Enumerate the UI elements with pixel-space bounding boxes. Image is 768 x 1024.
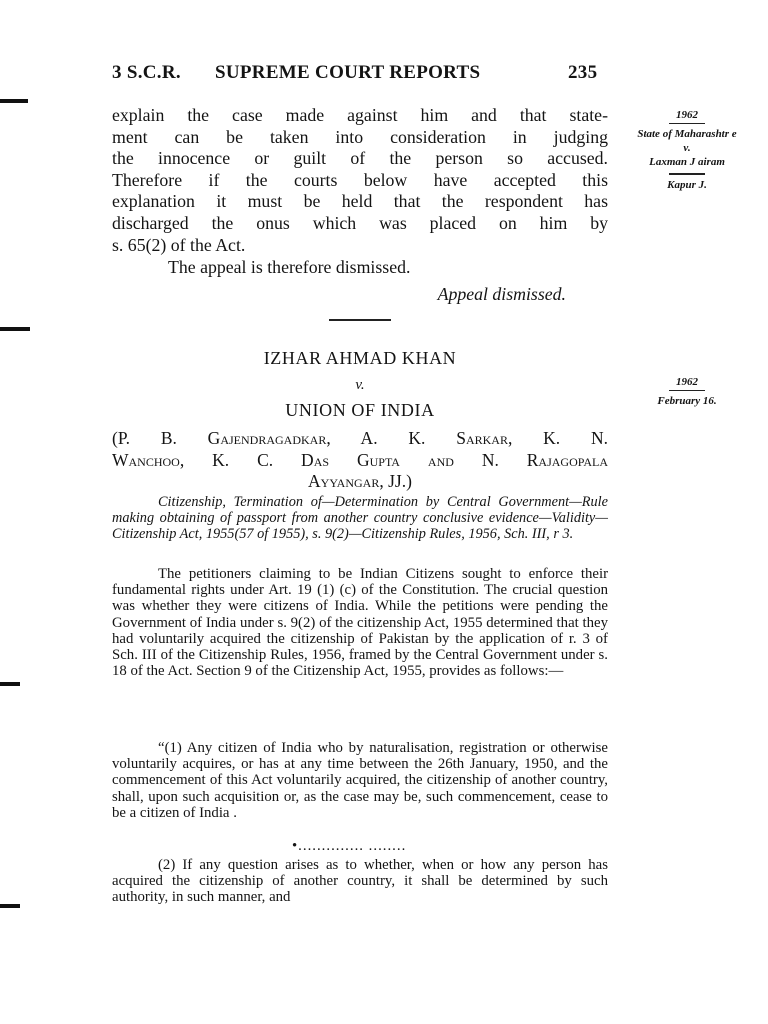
result-line: Appeal dismissed. bbox=[437, 284, 566, 304]
dismissal-sentence: The appeal is therefore dismissed. bbox=[168, 257, 411, 277]
statute-quote: “(1) Any citizen of India who by naturalisation, registration or otherwise voluntarily acquires, or has at any time between the 26th January, 1950, and the commencement of this Act voluntarily acquired, the citizenship of another country, shall, upon such acquisition or, as the case may be, such commencement, cease to be a citizen of India . bbox=[112, 740, 608, 821]
ellipsis: •.............. ........ bbox=[292, 838, 407, 854]
versus: v. bbox=[355, 377, 365, 393]
text-line: explanation it must be held that the respondent has bbox=[112, 191, 608, 212]
page-number: 235 bbox=[568, 62, 598, 83]
margin-case-line: v. bbox=[683, 142, 691, 155]
judgment-paragraph bbox=[112, 105, 608, 256]
edge-mark bbox=[0, 904, 20, 908]
margin-case-line: Laxman J airam bbox=[649, 156, 725, 169]
text-line: explain the case made against him and that state- bbox=[112, 105, 608, 125]
bench-line: Ayyangar, JJ.) bbox=[308, 471, 412, 491]
margin-rule bbox=[669, 123, 705, 124]
text-line: the innocence or guilt of the person so accused. bbox=[112, 148, 608, 169]
respondent-name: UNION OF INDIA bbox=[285, 400, 435, 420]
margin-date: February 16. bbox=[657, 395, 717, 408]
reporter-title: SUPREME COURT REPORTS bbox=[215, 62, 481, 83]
statute-quote: (2) If any question arises as to whether, when or how any person has acquired the citizenship of another country, it shall be determined by such authority, in such manner, and bbox=[112, 857, 608, 906]
text-line: Therefore if the courts below have accepted this bbox=[112, 169, 608, 190]
text-line: ment can be taken into consideration in judging bbox=[112, 126, 608, 147]
margin-note-date bbox=[612, 375, 762, 408]
bench bbox=[112, 428, 608, 493]
petitioner-name: IZHAR AHMAD KHAN bbox=[263, 348, 457, 368]
margin-note-previous-case bbox=[612, 108, 762, 192]
section-divider bbox=[329, 319, 391, 321]
text-line: discharged the onus which was placed on him by bbox=[112, 212, 608, 233]
bench-line: (P. B. Gajendragadkar, A. K. Sarkar, K. N. bbox=[112, 428, 608, 448]
margin-case-line: State of Maharashtr e bbox=[637, 128, 737, 141]
bench-line: Wanchoo, K. C. Das Gupta and N. Rajagopala bbox=[112, 449, 608, 470]
edge-mark bbox=[0, 682, 20, 686]
edge-mark bbox=[0, 99, 28, 103]
catchwords: Citizenship, Termination of—Determination by Central Government—Rule making obtaining of passport from another country conclusive evidence—Validity—Citizenship Act, 1955(57 of 1955), s. 9(2)—Citizenship Rules, 1956, Sch. III, r 3. bbox=[112, 494, 608, 543]
margin-judge: Kapur J. bbox=[667, 178, 707, 191]
headnote-paragraph: The petitioners claiming to be Indian Citizens sought to enforce their fundamental rights under Art. 19 (1) (c) of the Constitution. The crucial question was whether they were citizens of India. While the petitions were pending the Government of India under s. 9(2) of the citizenship Act, 1955 determined that they had voluntarily acquired the citizenship of Pakistan by the application of r. 3 of Sch. III of the Citizenship Rules, 1956, framed by the Central Government under s. 18 of the Act. Section 9 of the Citizenship Act, 1955, provides as follows:— bbox=[112, 566, 608, 680]
margin-year: 1962 bbox=[676, 376, 698, 388]
edge-mark bbox=[0, 327, 30, 331]
volume-label: 3 S.C.R. bbox=[112, 62, 181, 83]
margin-year: 1962 bbox=[676, 109, 698, 121]
text-line: s. 65(2) of the Act. bbox=[112, 234, 246, 255]
margin-rule bbox=[669, 390, 705, 391]
margin-rule bbox=[669, 173, 705, 174]
